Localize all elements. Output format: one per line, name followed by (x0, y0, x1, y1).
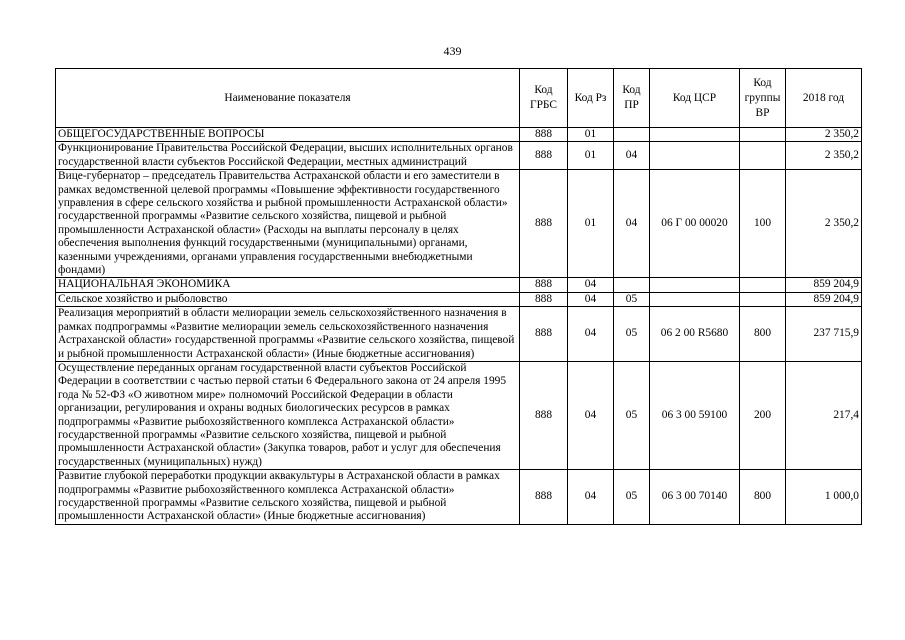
row-csr (650, 292, 740, 306)
row-pr: 04 (614, 170, 650, 278)
header-csr: Код ЦСР (650, 69, 740, 128)
table-row (56, 278, 862, 292)
row-vr: 200 (740, 361, 786, 469)
row-amount: 1 000,0 (786, 470, 862, 525)
row-amount: 2 350,2 (786, 170, 862, 278)
row-name: Развитие глубокой переработки продукции аквакультуры в Астраханской области в рамках подпрограммы «Развитие рыбохозяйственного комплекса Астраханской области» государственной программы «Развитие сельского хозяйства, пищевой и рыбной промышленности Астраханской области» (Иные бюджетные ассигнования) (56, 470, 520, 525)
row-rz: 04 (568, 278, 614, 292)
table-row (56, 128, 862, 142)
row-pr: 05 (614, 292, 650, 306)
row-vr (740, 128, 786, 142)
row-name: Функционирование Правительства Российской Федерации, высших исполнительных органов государственной власти субъектов Российской Федерации, местных администраций (56, 142, 520, 170)
table-row (56, 170, 862, 278)
row-grbs: 888 (520, 278, 568, 292)
row-rz: 01 (568, 170, 614, 278)
row-amount: 237 715,9 (786, 307, 862, 362)
row-name: Реализация мероприятий в области мелиорации земель сельскохозяйственного назначения в рамках подпрограммы «Развитие мелиорации земель сельскохозяйственного назначения Астраханской области» государственной программы «Развитие сельского хозяйства, пищевой и рыбной промышленности Астраханской области» (Иные бюджетные ассигнования) (56, 307, 520, 362)
budget-table (55, 68, 862, 525)
row-grbs: 888 (520, 142, 568, 170)
row-vr: 800 (740, 307, 786, 362)
row-rz: 01 (568, 142, 614, 170)
row-pr: 05 (614, 361, 650, 469)
row-rz: 01 (568, 128, 614, 142)
row-csr: 06 2 00 R5680 (650, 307, 740, 362)
row-grbs: 888 (520, 292, 568, 306)
row-vr (740, 142, 786, 170)
row-name: Осуществление переданных органам государственной власти субъектов Российской Федерации в соответствии с частью первой статьи 6 Федерального закона от 24 апреля 1995 года № 52-ФЗ «О животном мире» полномочий Российской Федерации в области организации, регулирования и охраны водных биологических ресурсов в рамках подпрограммы «Развитие рыбохозяйственного комплекса Астраханской области» государственной программы «Развитие сельского хозяйства, пищевой и рыбной промышленности Астраханской области» (Закупка товаров, работ и услуг для обеспечения государственных (муниципальных) нужд) (56, 361, 520, 469)
header-row (56, 69, 862, 128)
row-name: ОБЩЕГОСУДАРСТВЕННЫЕ ВОПРОСЫ (56, 128, 520, 142)
row-pr: 04 (614, 142, 650, 170)
row-csr: 06 Г 00 00020 (650, 170, 740, 278)
table-row (56, 470, 862, 525)
row-amount: 2 350,2 (786, 128, 862, 142)
header-pr: Код ПР (614, 69, 650, 128)
table-body (56, 128, 862, 525)
header-grbs: Код ГРБС (520, 69, 568, 128)
row-amount: 859 204,9 (786, 292, 862, 306)
row-vr: 100 (740, 170, 786, 278)
header-name: Наименование показателя (56, 69, 520, 128)
row-rz: 04 (568, 307, 614, 362)
page-number: 439 (443, 44, 462, 58)
row-name: НАЦИОНАЛЬНАЯ ЭКОНОМИКА (56, 278, 520, 292)
header-year: 2018 год (786, 69, 862, 128)
row-name: Вице-губернатор – председатель Правительства Астраханской области и его заместители в рамках ведомственной целевой программы «Повышение эффективности государственного управления в сфере сельского хозяйства и рыбной промышленности Астраханской области» государственной программы «Развитие сельского хозяйства, пищевой и рыбной промышленности Астраханской области» (Расходы на выплаты персоналу в целях обеспечения выполнения функций государственными (муниципальными) органами, казенными учреждениями, органами управления государственными внебюджетными фондами) (56, 170, 520, 278)
row-rz: 04 (568, 361, 614, 469)
row-amount: 2 350,2 (786, 142, 862, 170)
row-vr (740, 278, 786, 292)
row-grbs: 888 (520, 470, 568, 525)
row-csr (650, 142, 740, 170)
row-csr (650, 278, 740, 292)
row-amount: 217,4 (786, 361, 862, 469)
row-grbs: 888 (520, 128, 568, 142)
row-pr (614, 278, 650, 292)
row-pr (614, 128, 650, 142)
row-vr (740, 292, 786, 306)
row-rz: 04 (568, 292, 614, 306)
header-rz: Код Рз (568, 69, 614, 128)
table-row (56, 307, 862, 362)
row-name: Сельское хозяйство и рыболовство (56, 292, 520, 306)
table-header (56, 69, 862, 128)
header-vr: Код группы ВР (740, 69, 786, 128)
row-vr: 800 (740, 470, 786, 525)
table-row (56, 361, 862, 469)
row-rz: 04 (568, 470, 614, 525)
table-row (56, 142, 862, 170)
row-csr: 06 3 00 59100 (650, 361, 740, 469)
row-grbs: 888 (520, 170, 568, 278)
row-pr: 05 (614, 470, 650, 525)
table-row (56, 292, 862, 306)
row-grbs: 888 (520, 361, 568, 469)
row-csr: 06 3 00 70140 (650, 470, 740, 525)
row-pr: 05 (614, 307, 650, 362)
row-amount: 859 204,9 (786, 278, 862, 292)
row-csr (650, 128, 740, 142)
row-grbs: 888 (520, 307, 568, 362)
